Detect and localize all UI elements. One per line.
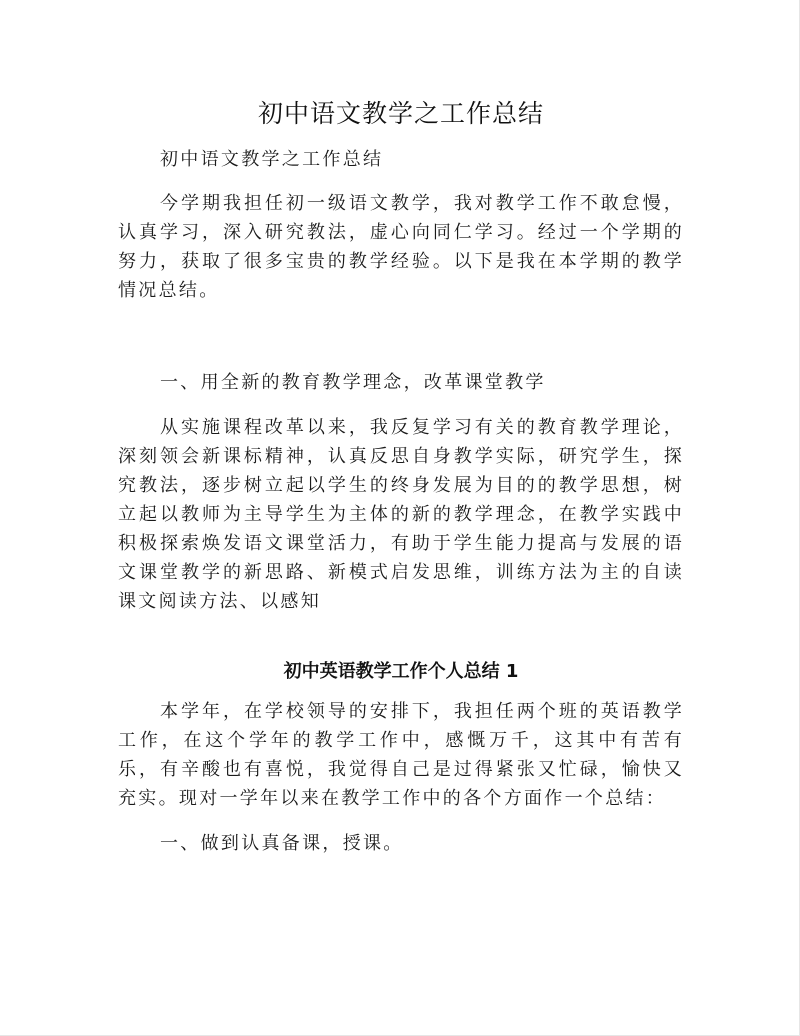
- document-title: 初中语文教学之工作总结: [257, 99, 544, 128]
- section-heading-2: 一、做到认真备课，授课。: [160, 833, 404, 854]
- document-content: [118, 94, 684, 858]
- intro-paragraph: 今学期我担任初一级语文教学，我对教学工作不敢怠慢，认真学习，深入研究教法，虚心向同仁学习。经过一个学期的努力，获取了很多宝贵的教学经验。以下是我在本学期的教学情况总结。: [118, 193, 684, 301]
- second-intro-paragraph: 本学年，在学校领导的安排下，我担任两个班的英语教学工作，在这个学年的教学工作中，感慨万千，这其中有苦有乐，有辛酸也有喜悦，我觉得自己是过得紧张又忙碌，愉快又充实。现对一学年以来在教学工作中的各个方面作一个总结：: [118, 701, 684, 809]
- section-heading-1: 一、用全新的教育教学理念，改革课堂教学: [160, 372, 546, 393]
- second-document-title: 初中英语教学工作个人总结 1: [283, 661, 519, 682]
- section-paragraph-1: 从实施课程改革以来，我反复学习有关的教育教学理论，深刻领会新课标精神，认真反思自身教学实际，研究学生，探究教法，逐步树立起以学生的终身发展为目的的教学思想，树立起以教师为主导学生为主体的新的教学理念，在教学实践中积极探索焕发语文课堂活力，有助于学生能力提高与发展的语文课堂教学的新思路、新模式启发思维，训练方法为主的自读课文阅读方法、以感知: [118, 417, 684, 612]
- document-subtitle: 初中语文教学之工作总结: [160, 149, 384, 170]
